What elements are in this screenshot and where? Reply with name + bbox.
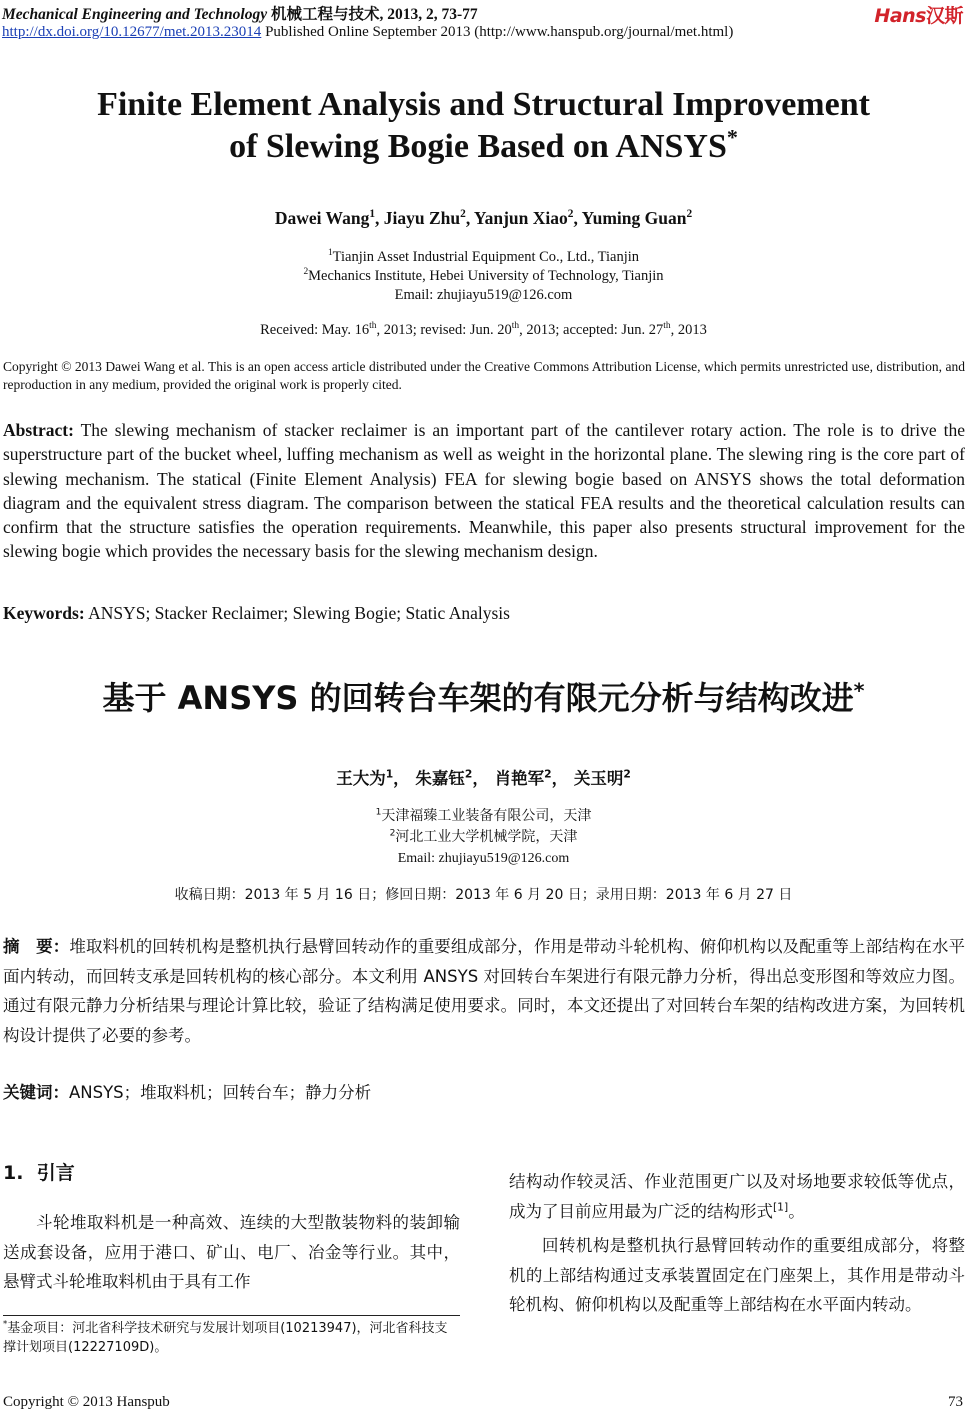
- author: Jiayu Zhu: [383, 208, 461, 228]
- paper-title-line2: of Slewing Bogie Based on ANSYS*: [229, 124, 738, 165]
- section-number: 1.: [3, 1162, 24, 1184]
- author-list: Dawei Wang$^1$, Jiayu Zhu$^2$, Yanjun Xiao$^2$, Yuming Guan$^2$: [274, 208, 693, 228]
- journal-name: Mechanical Engineering and Technology: [2, 6, 268, 23]
- keywords-text: ANSYS; Stacker Reclaimer; Slewing Bogie; Static Analysis: [84, 603, 510, 623]
- journal-header: [2, 2, 478, 24]
- doi-line: [2, 24, 733, 41]
- section-heading: [3, 1158, 75, 1185]
- cn-author: 朱嘉钰: [415, 769, 465, 788]
- body-paragraph: 斗轮堆取料机是一种高效、连续的大型散装物料的装卸输送成套设备，应用于港口、矿山、电厂、冶金等行业。其中，悬臂式斗轮堆取料机由于具有工作: [3, 1213, 460, 1291]
- cn-keywords-text: ANSYS；堆取料机；回转台车；静力分析: [69, 1083, 372, 1102]
- cn-author: 王大为: [336, 769, 386, 788]
- doi-link[interactable]: http://dx.doi.org/10.12677/met.2013.23014: [2, 24, 262, 40]
- cn-abstract-label: 摘 要：: [3, 937, 70, 956]
- section-title: 引言: [36, 1162, 75, 1184]
- page-number: 73: [948, 1394, 963, 1410]
- paper-title-line1: Finite Element Analysis and Structural Improvement: [97, 86, 870, 123]
- chinese-title: 基于 ANSYS 的回转台车架的有限元分析与结构改进*: [102, 678, 865, 717]
- body-paragraph: 结构动作较灵活、作业范围更广以及对场地要求较低等优点，成为了目前应用最为广泛的结构形式[1]。: [509, 1172, 965, 1221]
- footer-copyright: Copyright © 2013 Hanspub: [3, 1394, 170, 1410]
- chinese-keywords: [3, 1079, 371, 1103]
- author: Yuming Guan: [581, 208, 687, 228]
- published-online: Published Online September 2013 (http://www.hanspub.org/journal/met.html): [265, 24, 734, 40]
- affiliation-1: $^1$Tianjin Asset Industrial Equipment Co., Ltd., Tianjin: [327, 248, 640, 265]
- body-right-column: [509, 1167, 965, 1320]
- cn-affiliation-1: $^1$天津福臻工业装备有限公司，天津: [375, 807, 592, 824]
- chinese-abstract: [3, 932, 965, 1050]
- affiliation-2: $^2$Mechanics Institute, Hebei University of Technology, Tianjin: [303, 267, 664, 284]
- keywords: [3, 603, 510, 624]
- cn-author-email: Email: zhujiayu519@126.com: [397, 851, 570, 866]
- chinese-author-list: 王大为$^1$， 朱嘉钰$^2$， 肖艳军$^2$， 关玉明$^2$: [336, 767, 631, 788]
- cn-received-dates: 收稿日期：2013 年 5 月 16 日；修回日期：2013 年 6 月 20 日；录用日期：2013 年 6 月 27 日: [174, 887, 793, 903]
- title-footnote-mark: *: [726, 124, 738, 150]
- abstract-text: The slewing mechanism of stacker reclaimer is an important part of the cantilever rotary action. The role is to drive the superstructure part of the bucket wheel, luffing mechanism as well as weight in the horizontal plane. The slewing ring is the core part of slewing mechanism. The statical (Finite Element Analysis) FEA for slewing bogie based on ANSYS shows the total deformation diagram and the equivalent stress diagram. The comparison between the statical FEA results and the theoretical calculation results can confirm that the structure satisfies the operation requirements. Meanwhile, this paper also presents structural improvement for the slewing bogie which provides the necessary basis for the slewing mechanism design.: [3, 420, 965, 562]
- keywords-label: Keywords:: [3, 603, 85, 623]
- journal-volume: 机械工程与技术, 2013, 2, 73-77: [270, 6, 478, 23]
- cn-abstract-text: 堆取料机的回转机构是整机执行悬臂回转动作的重要组成部分，作用是带动斗轮机构、俯仰机构以及配重等上部结构在水平面内转动，而回转支承是回转机构的核心部分。本文利用 ANSYS 对回转台车架进行有限元静力分析，得出总变形图和等效应力图。通过有限元静力分析结果与理论计算比较，验证了结构满足使用要求。同时，本文还提出了对回转台车架的结构改进方案，为回转机构设计提供了必要的参考。: [3, 937, 966, 1045]
- cn-author: 肖艳军: [494, 769, 545, 788]
- copyright-notice: Copyright © 2013 Dawei Wang et al. This is an open access article distributed under the Creative Commons Attribution License, which permits unrestricted use, distribution, and reproduction in any medium, provided the original work is properly cited.: [3, 359, 965, 392]
- abstract-label: Abstract:: [3, 420, 74, 440]
- abstract: [3, 418, 965, 564]
- funding-footnote: *基金项目：河北省科学技术研究与发展计划项目(10213947)，河北省科技支撑计划项目(12227109D)。: [3, 1318, 448, 1355]
- body-left-column: [3, 1208, 460, 1297]
- cn-keywords-label: 关键词：: [3, 1083, 69, 1102]
- cn-author: 关玉明: [573, 769, 624, 788]
- hanspub-logo: Hans汉斯: [874, 5, 963, 27]
- received-dates: Received: May. 16th, 2013; revised: Jun. 20th, 2013; accepted: Jun. 27th, 2013: [260, 321, 707, 338]
- footnote-divider: [3, 1315, 460, 1316]
- author-email: Email: zhujiayu519@126.com: [394, 287, 573, 303]
- author: Dawei Wang: [274, 208, 370, 228]
- citation-ref: [1]: [773, 1200, 789, 1213]
- cn-title-footnote-mark: *: [853, 678, 865, 703]
- cn-affiliation-2: $^2$河北工业大学机械学院，天津: [389, 828, 578, 845]
- author: Yanjun Xiao: [473, 208, 568, 228]
- body-paragraph: 回转机构是整机执行悬臂回转动作的重要组成部分，将整机的上部结构通过支承装置固定在门座架上，其作用是带动斗轮机构、俯仰机构以及配重等上部结构在水平面内转动。: [509, 1236, 965, 1314]
